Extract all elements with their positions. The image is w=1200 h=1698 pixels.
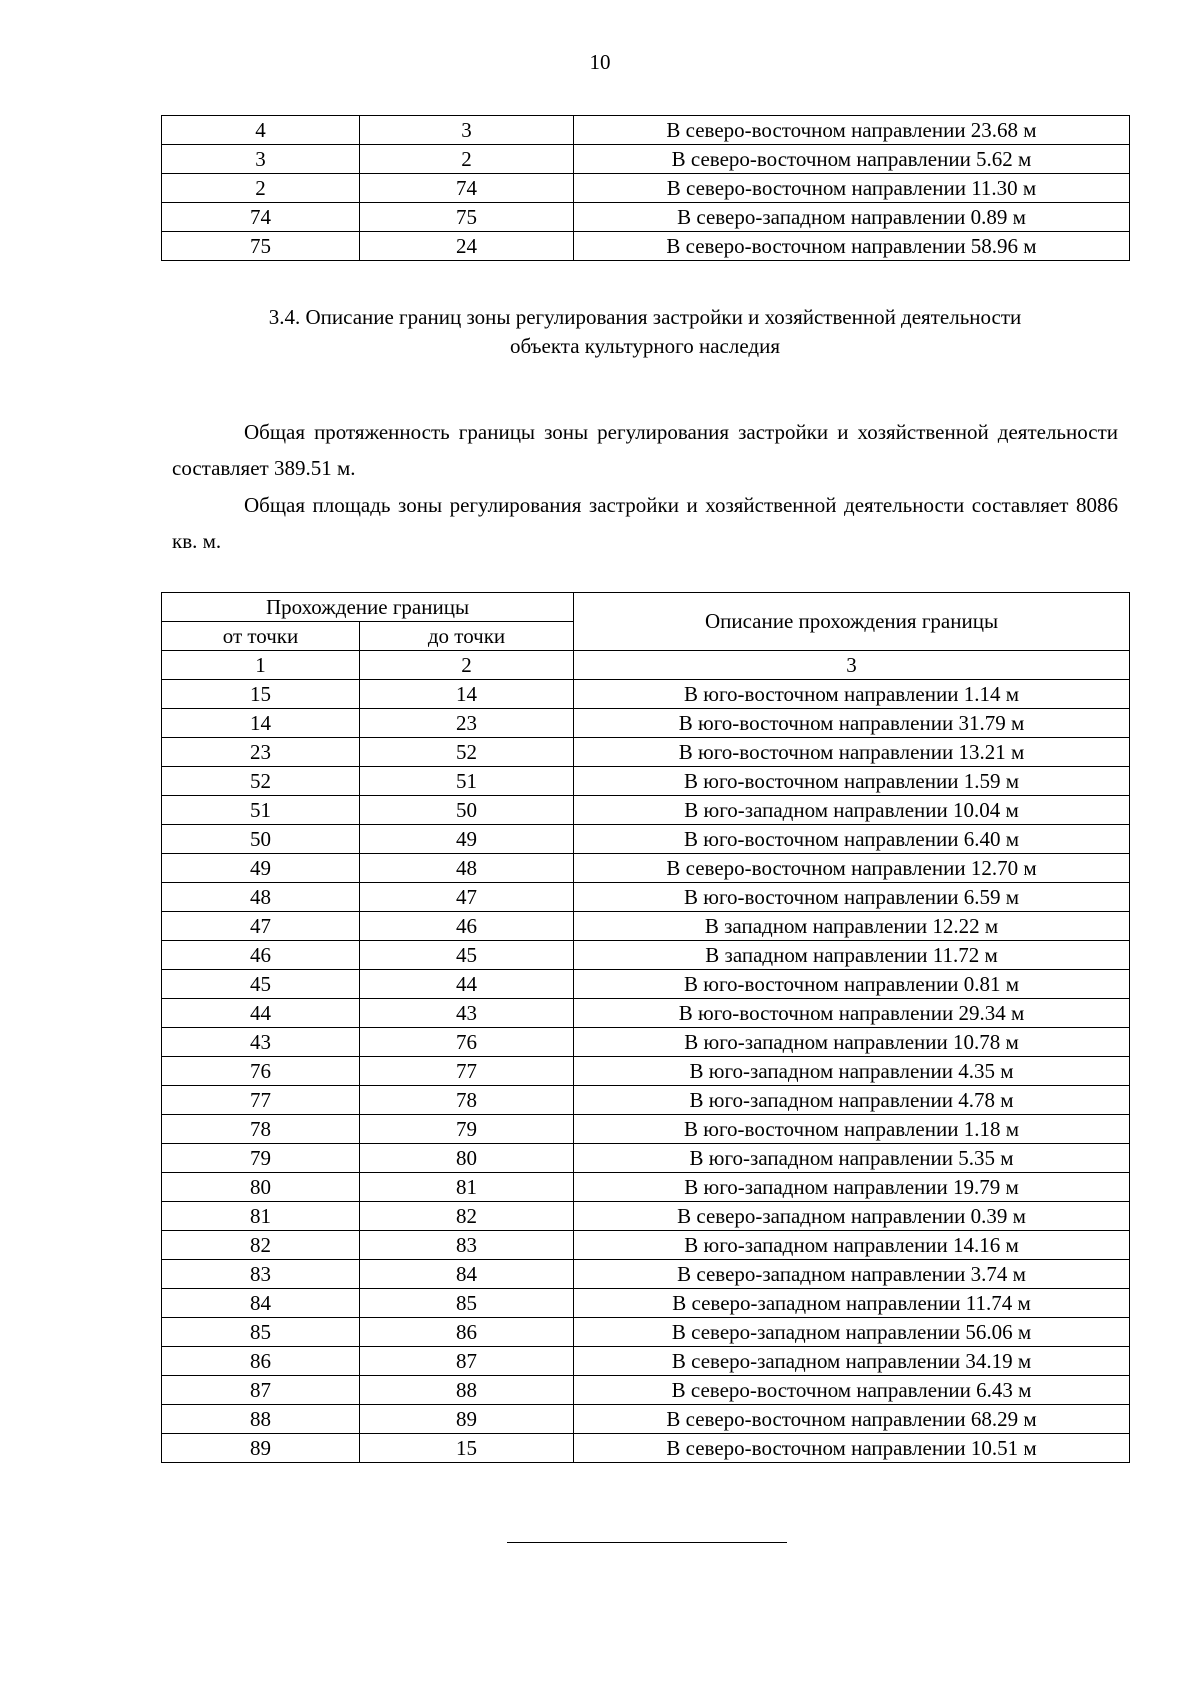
cell-description: В юго-восточном направлении 29.34 м [574,999,1130,1028]
cell-to-point: 79 [360,1115,574,1144]
cell-to-point: 80 [360,1144,574,1173]
section-heading-line-2: объекта культурного наследия [510,334,780,358]
cell-description: В северо-западном направлении 0.89 м [574,203,1130,232]
table-row [162,912,1130,941]
cell-to-point: 49 [360,825,574,854]
cell-from-point: 15 [162,680,360,709]
cell-description: В юго-восточном направлении 1.59 м [574,767,1130,796]
cell-to-point: 51 [360,767,574,796]
cell-from-point: 84 [162,1289,360,1318]
cell-from-point: 49 [162,854,360,883]
cell-description: В северо-восточном направлении 12.70 м [574,854,1130,883]
table-row [162,738,1130,767]
cell-description: В северо-западном направлении 0.39 м [574,1202,1130,1231]
table-row [162,203,1130,232]
cell-to-point: 46 [360,912,574,941]
table-row [162,999,1130,1028]
page-number: 10 [589,50,611,74]
column-number-1: 1 [162,651,360,680]
cell-to-point: 43 [360,999,574,1028]
cell-to-point: 45 [360,941,574,970]
cell-from-point: 74 [162,203,360,232]
table-row [162,145,1130,174]
boundary-table-continued [161,115,1130,261]
cell-from-point: 78 [162,1115,360,1144]
table-row [162,1376,1130,1405]
cell-description: В юго-восточном направлении 0.81 м [574,970,1130,999]
cell-description: В юго-западном направлении 4.35 м [574,1057,1130,1086]
cell-to-point: 52 [360,738,574,767]
cell-description: В северо-восточном направлении 10.51 м [574,1434,1130,1463]
cell-from-point: 83 [162,1260,360,1289]
column-number-3: 3 [574,651,1130,680]
table-row [162,883,1130,912]
cell-description: В западном направлении 11.72 м [574,941,1130,970]
table-row [162,970,1130,999]
cell-to-point: 81 [360,1173,574,1202]
cell-description: В юго-западном направлении 10.78 м [574,1028,1130,1057]
cell-from-point: 46 [162,941,360,970]
section-heading [161,303,1129,361]
cell-to-point: 84 [360,1260,574,1289]
table-row [162,1289,1130,1318]
table-row [162,796,1130,825]
table-row [162,1202,1130,1231]
table-row [162,1347,1130,1376]
cell-from-point: 44 [162,999,360,1028]
cell-to-point: 85 [360,1289,574,1318]
cell-to-point: 82 [360,1202,574,1231]
cell-to-point: 48 [360,854,574,883]
table-row [162,709,1130,738]
header-description: Описание прохождения границы [574,593,1130,651]
cell-description: В юго-восточном направлении 13.21 м [574,738,1130,767]
cell-to-point: 74 [360,174,574,203]
table-row [162,1144,1130,1173]
cell-to-point: 14 [360,680,574,709]
table-row [162,1260,1130,1289]
table-row [162,680,1130,709]
cell-description: В северо-восточном направлении 68.29 м [574,1405,1130,1434]
cell-from-point: 47 [162,912,360,941]
table-row [162,767,1130,796]
cell-description: В западном направлении 12.22 м [574,912,1130,941]
cell-to-point: 78 [360,1086,574,1115]
cell-description: В северо-восточном направлении 6.43 м [574,1376,1130,1405]
table-row [162,1057,1130,1086]
cell-to-point: 3 [360,116,574,145]
cell-to-point: 89 [360,1405,574,1434]
total-length-paragraph: Общая протяженность границы зоны регулирования застройки и хозяйственной деятельности составляет 389.51 м. [172,420,1118,480]
cell-description: В юго-восточном направлении 1.18 м [574,1115,1130,1144]
cell-to-point: 50 [360,796,574,825]
cell-description: В северо-западном направлении 3.74 м [574,1260,1130,1289]
cell-description: В юго-западном направлении 4.78 м [574,1086,1130,1115]
cell-to-point: 83 [360,1231,574,1260]
table-row [162,941,1130,970]
cell-description: В юго-восточном направлении 6.40 м [574,825,1130,854]
header-to-point: до точки [360,622,574,651]
cell-to-point: 47 [360,883,574,912]
cell-description: В северо-восточном направлении 23.68 м [574,116,1130,145]
cell-from-point: 79 [162,1144,360,1173]
header-boundary-passage: Прохождение границы [162,593,574,622]
cell-to-point: 44 [360,970,574,999]
cell-to-point: 76 [360,1028,574,1057]
cell-description: В северо-восточном направлении 11.30 м [574,174,1130,203]
table-row [162,174,1130,203]
column-number-row [162,651,1130,680]
cell-from-point: 52 [162,767,360,796]
table-row [162,1318,1130,1347]
cell-from-point: 43 [162,1028,360,1057]
cell-description: В северо-западном направлении 34.19 м [574,1347,1130,1376]
cell-from-point: 89 [162,1434,360,1463]
total-area-paragraph: Общая площадь зоны регулирования застройки и хозяйственной деятельности составляет 8086 кв. м. [172,493,1118,553]
cell-from-point: 50 [162,825,360,854]
boundary-zone-table-header [162,593,1130,680]
cell-from-point: 51 [162,796,360,825]
table-row [162,1115,1130,1144]
table-row [162,854,1130,883]
cell-description: В северо-западном направлении 11.74 м [574,1289,1130,1318]
cell-to-point: 77 [360,1057,574,1086]
cell-from-point: 2 [162,174,360,203]
table-row [162,825,1130,854]
cell-to-point: 86 [360,1318,574,1347]
section-heading-line-1: 3.4. Описание границ зоны регулирования застройки и хозяйственной деятельности [268,305,1022,329]
cell-description: В юго-западном направлении 5.35 м [574,1144,1130,1173]
cell-to-point: 88 [360,1376,574,1405]
boundary-table-continued-body [162,116,1130,261]
cell-from-point: 3 [162,145,360,174]
table-row [162,232,1130,261]
boundary-zone-table [161,592,1130,1463]
cell-from-point: 14 [162,709,360,738]
cell-from-point: 87 [162,1376,360,1405]
cell-from-point: 76 [162,1057,360,1086]
header-row [162,593,1130,622]
cell-description: В юго-восточном направлении 1.14 м [574,680,1130,709]
table-row [162,1086,1130,1115]
cell-description: В северо-восточном направлении 5.62 м [574,145,1130,174]
table-row [162,1434,1130,1463]
cell-from-point: 23 [162,738,360,767]
cell-from-point: 85 [162,1318,360,1347]
cell-from-point: 75 [162,232,360,261]
cell-to-point: 24 [360,232,574,261]
cell-description: В юго-западном направлении 19.79 м [574,1173,1130,1202]
end-of-section-rule [507,1542,787,1543]
cell-description: В юго-западном направлении 10.04 м [574,796,1130,825]
cell-to-point: 2 [360,145,574,174]
cell-from-point: 4 [162,116,360,145]
cell-to-point: 23 [360,709,574,738]
cell-description: В юго-восточном направлении 6.59 м [574,883,1130,912]
cell-description: В северо-западном направлении 56.06 м [574,1318,1130,1347]
table-row [162,1231,1130,1260]
cell-from-point: 88 [162,1405,360,1434]
table-row [162,1028,1130,1057]
cell-from-point: 80 [162,1173,360,1202]
cell-from-point: 48 [162,883,360,912]
table-row [162,1405,1130,1434]
table-row [162,116,1130,145]
cell-to-point: 15 [360,1434,574,1463]
cell-from-point: 82 [162,1231,360,1260]
cell-to-point: 75 [360,203,574,232]
header-from-point: от точки [162,622,360,651]
column-number-2: 2 [360,651,574,680]
boundary-zone-table-body [162,680,1130,1463]
cell-description: В юго-восточном направлении 31.79 м [574,709,1130,738]
cell-description: В северо-восточном направлении 58.96 м [574,232,1130,261]
cell-from-point: 45 [162,970,360,999]
cell-to-point: 87 [360,1347,574,1376]
table-row [162,1173,1130,1202]
cell-description: В юго-западном направлении 14.16 м [574,1231,1130,1260]
cell-from-point: 86 [162,1347,360,1376]
cell-from-point: 77 [162,1086,360,1115]
cell-from-point: 81 [162,1202,360,1231]
